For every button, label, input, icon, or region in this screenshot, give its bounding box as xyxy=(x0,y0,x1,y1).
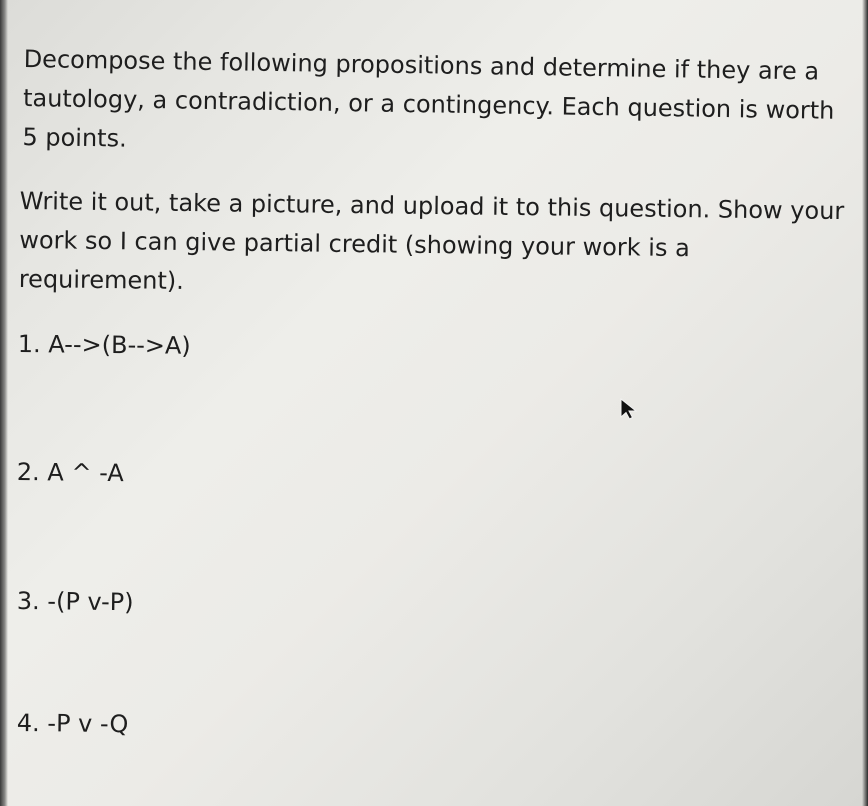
question-2: 2. A ^ -A xyxy=(16,458,124,488)
instruction-line: work so I can give partial credit (showing your work is a xyxy=(19,225,690,263)
question-1: 1. A-->(B-->A) xyxy=(17,330,191,360)
instruction-line: Write it out, take a picture, and upload it to this question. Show your xyxy=(19,186,845,226)
mouse-pointer-icon xyxy=(620,398,638,420)
instruction-line: requirement). xyxy=(18,264,185,296)
question-4: 4. -P v -Q xyxy=(16,709,129,739)
instruction-line: tautology, a contradiction, or a contingency. Each question is worth xyxy=(22,83,835,125)
instruction-line: Decompose the following propositions and determine if they are a xyxy=(23,44,820,86)
instructions-paragraph-upload xyxy=(19,182,845,309)
question-3: 3. -(P v-P) xyxy=(16,587,134,617)
instruction-line: 5 points. xyxy=(22,122,127,153)
instructions-paragraph-decompose xyxy=(22,40,835,170)
